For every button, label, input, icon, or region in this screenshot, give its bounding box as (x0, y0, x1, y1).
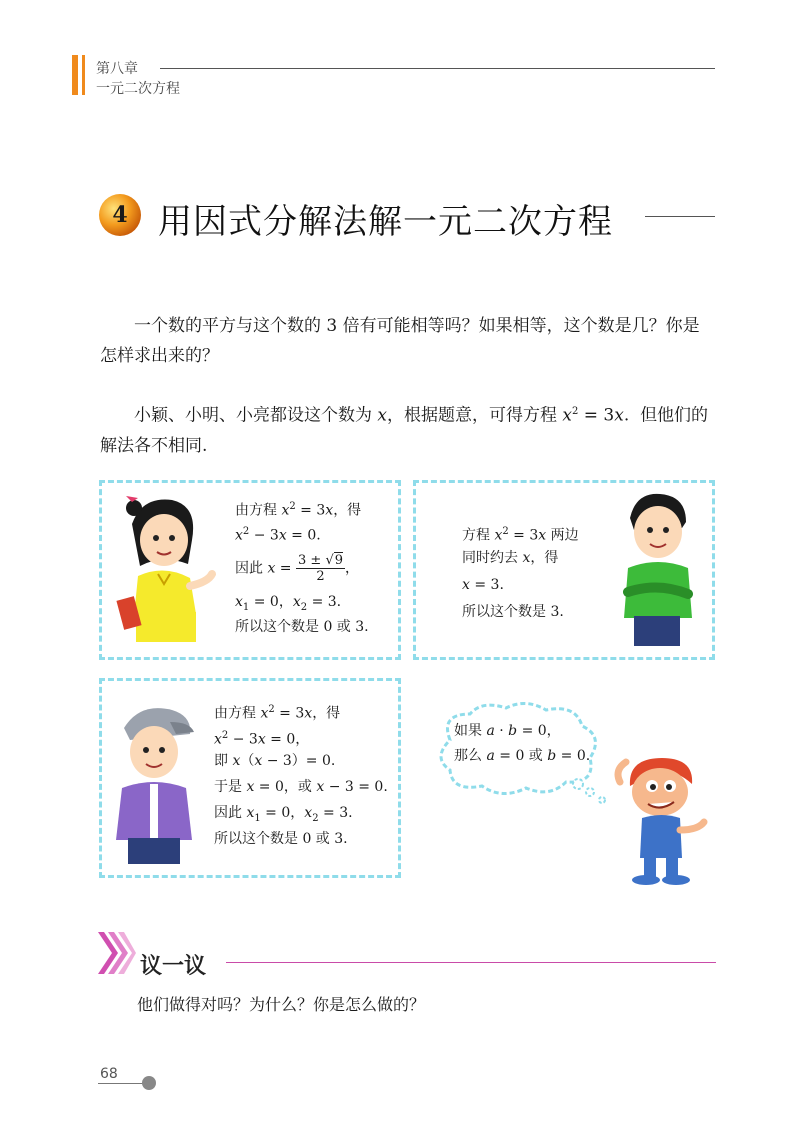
cloud-line-2: 那么 a = 0 或 b = 0. (454, 748, 591, 764)
section-number-ball-icon (98, 193, 142, 237)
boy-green-shirt-icon (616, 488, 698, 648)
discuss-rule (226, 962, 716, 963)
title-rule (645, 216, 715, 217)
thought-bubbles-icon (572, 778, 612, 808)
box1-line-3: 因此 x = $\frac{3 \pm √9}{2}$ ， (235, 553, 360, 584)
box2-line-1: 方程 $x^2 = 3x$ 两边 (462, 526, 579, 544)
box2-line-4: 所以这个数是 3. (462, 604, 564, 620)
page-number-rule (98, 1083, 148, 1084)
intro-paragraph-2: 小颖、小明、小亮都设这个数为 x，根据题意，可得方程 $x^2 = 3x$. 但他们的解法各不相同. (100, 405, 709, 456)
section-number: 4 (112, 202, 128, 228)
box3-line-4: 于是 x = 0，或 x − 3 = 0. (214, 779, 388, 795)
box3-line-6: 所以这个数是 0 或 3. (214, 831, 348, 847)
box3-line-3: 即 x（x − 3）= 0. (214, 753, 336, 769)
discuss-heading: 议一议 (140, 953, 207, 979)
header-accent-bar (72, 55, 78, 95)
discuss-question: 他们做得对吗？为什么？你是怎么做的？ (137, 995, 426, 1014)
box3-line-1: 由方程 $x^2 = 3x$，得 (214, 704, 341, 722)
box2-line-3: x = 3. (462, 577, 504, 593)
section-title: 用因式分解法解一元二次方程 (158, 202, 613, 242)
boy-cap-character-icon (110, 700, 200, 865)
box1-line-1: 由方程 $x^2 = 3x$，得 (235, 501, 362, 519)
cartoon-mascot-icon (612, 752, 712, 887)
box2-line-2: 同时约去 x，得 (462, 550, 559, 566)
chapter-label: 第八章 (96, 61, 138, 77)
header-accent-bar-thin (82, 55, 85, 95)
page-number: 68 (100, 1066, 118, 1082)
header-rule (160, 68, 715, 69)
box3-line-2: $x^2 - 3x = 0$， (214, 730, 310, 748)
box1-line-4: $x_1 = 0$，$x_2 = 3$. (235, 594, 342, 613)
page-dot-icon (142, 1076, 156, 1090)
intro-paragraph-1: 一个数的平方与这个数的 3 倍有可能相等吗？如果相等，这个数是几？你是怎样求出来的？ (100, 316, 700, 366)
box1-line-2: $x^2 - 3x = 0$. (235, 526, 321, 544)
girl-character-icon (112, 494, 222, 644)
box3-line-5: 因此 $x_1 = 0$，$x_2 = 3$. (214, 805, 353, 824)
chapter-title: 一元二次方程 (96, 81, 180, 97)
discuss-chevron-icon (96, 930, 136, 976)
cloud-line-1: 如果 a · b = 0， (454, 723, 561, 739)
box1-line-5: 所以这个数是 0 或 3. (235, 619, 369, 635)
